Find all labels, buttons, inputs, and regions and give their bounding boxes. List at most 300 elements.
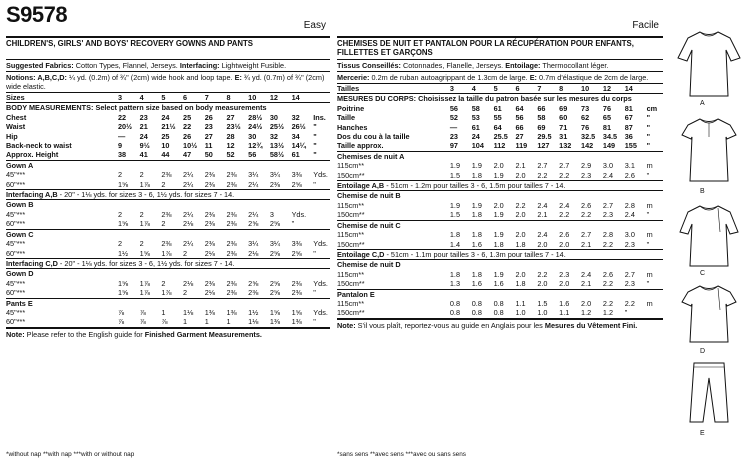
cell: 24 bbox=[139, 131, 148, 141]
french-footnote: *sans sens **avec sens ***avec ou sans sens bbox=[337, 451, 466, 458]
cell: 1.8 bbox=[515, 279, 526, 289]
cell: ⅞ bbox=[117, 317, 125, 327]
measurement-row bbox=[6, 150, 330, 160]
cell: 2⅛ bbox=[204, 288, 215, 298]
tissus-conseilles: Tissus Conseillés: Cotonnades, Flanelle, Jerseys. Entoilage: Thermocollant léger. bbox=[337, 61, 609, 70]
cell: 1.8 bbox=[471, 269, 482, 279]
cell: " bbox=[646, 141, 651, 151]
view-heading bbox=[337, 191, 663, 201]
cell: 1½ bbox=[117, 248, 129, 258]
cell: 2.0 bbox=[515, 170, 526, 180]
cell: 0.8 bbox=[493, 308, 504, 318]
cell: " bbox=[646, 239, 650, 249]
cell: 23 bbox=[449, 132, 458, 142]
cell: 24½ bbox=[248, 122, 263, 132]
cell: 1⅞ bbox=[161, 288, 172, 298]
interfacing-row bbox=[337, 249, 663, 259]
cell: 58 bbox=[471, 103, 480, 113]
cell: 1.5 bbox=[449, 170, 461, 180]
gown-a-icon bbox=[674, 28, 744, 100]
cell: 2 bbox=[161, 219, 166, 229]
cell: 142 bbox=[581, 141, 594, 151]
cell: " bbox=[313, 248, 316, 258]
cell: 2.2 bbox=[602, 279, 614, 289]
cell: 2⅝ bbox=[269, 248, 281, 258]
yardage-row bbox=[6, 317, 330, 326]
body-measurements-heading bbox=[337, 94, 663, 104]
cell: 2 bbox=[139, 209, 144, 219]
cell: 5 bbox=[161, 93, 183, 103]
cell: 2.4 bbox=[624, 210, 635, 220]
measurement-row bbox=[6, 113, 330, 122]
view-heading bbox=[6, 298, 330, 308]
cell: 2⅜ bbox=[248, 288, 259, 298]
cell: 2.6 bbox=[602, 269, 614, 279]
cell: 53 bbox=[471, 113, 480, 123]
label-d: D bbox=[700, 348, 706, 355]
cell: — bbox=[117, 131, 126, 141]
cell: 2.0 bbox=[515, 210, 526, 220]
cell: 11 bbox=[204, 141, 213, 151]
cell: 2⅝ bbox=[291, 179, 302, 189]
measurement-row bbox=[337, 132, 663, 141]
cell: 65 bbox=[602, 113, 612, 123]
width-label: 115cm** bbox=[337, 269, 365, 279]
cell: 1.8 bbox=[515, 239, 526, 249]
cell: 2⅝ bbox=[269, 288, 281, 298]
yardage-row bbox=[6, 288, 330, 298]
cell: 2 bbox=[117, 209, 122, 219]
cell: 3 bbox=[118, 93, 140, 103]
cell: Ins. bbox=[313, 112, 326, 122]
cell: 3⅜ bbox=[291, 239, 302, 249]
yardage-row bbox=[337, 308, 663, 317]
cell: 2⅝ bbox=[291, 248, 302, 258]
english-title: CHILDREN'S, GIRLS' AND BOYS' RECOVERY GOWNS AND PANTS bbox=[6, 39, 253, 48]
cell: 32 bbox=[269, 131, 278, 141]
french-header bbox=[337, 0, 663, 36]
cell: 2 bbox=[117, 239, 122, 249]
cell: 1⅛ bbox=[183, 307, 194, 317]
cell: 2⅜ bbox=[226, 170, 237, 180]
cell: 2.4 bbox=[537, 230, 548, 240]
width-label: 60"*** bbox=[6, 317, 26, 327]
cell: 2⅜ bbox=[226, 278, 237, 288]
cell: 2.3 bbox=[624, 239, 635, 249]
cell: 2.4 bbox=[581, 269, 592, 279]
cell: 1.3 bbox=[449, 279, 461, 289]
gown-b-icon bbox=[674, 115, 744, 185]
body-measurements-label: MESURES DU CORPS: Choisissez la taille du patron basée sur les mesures du corps bbox=[337, 94, 632, 104]
notions: Notions: A,B,C,D: ¼ yd. (0.2m) of ¾" (2cm) wide hook and loop tape. E: ¾ yd. (0.7m) of ¾" (2cm) wide elastic. bbox=[6, 73, 325, 91]
cell: 2.0 bbox=[515, 230, 526, 240]
cell: 1⅜ bbox=[269, 317, 281, 327]
yardage-row bbox=[337, 210, 663, 220]
sizes-row bbox=[337, 84, 663, 94]
cell: 2⅛ bbox=[204, 248, 215, 258]
row-label: Poitrine bbox=[337, 103, 365, 113]
cell: 2.0 bbox=[515, 269, 526, 279]
cell: 2.0 bbox=[559, 239, 570, 249]
cell: 69 bbox=[559, 103, 568, 113]
cell: 1.2 bbox=[581, 308, 592, 318]
cell: 1 bbox=[204, 317, 209, 327]
cell: 81 bbox=[624, 103, 633, 113]
cell: 14 bbox=[625, 84, 647, 94]
cell: 61 bbox=[291, 150, 300, 160]
cell: 32.5 bbox=[581, 132, 596, 142]
cell: " bbox=[313, 288, 316, 298]
cell: 1.9 bbox=[493, 230, 504, 240]
cell: 2⅛ bbox=[183, 278, 194, 288]
cell: 76 bbox=[602, 103, 612, 113]
cell: 3¼ bbox=[248, 170, 259, 180]
cell: 1.9 bbox=[493, 210, 504, 220]
cell: 3¼ bbox=[269, 239, 281, 249]
cell: ⅞ bbox=[139, 317, 146, 327]
cell: 66 bbox=[515, 122, 524, 132]
cell: 52 bbox=[449, 113, 458, 123]
cell: 1.6 bbox=[471, 239, 482, 249]
cell: 1.9 bbox=[471, 161, 482, 171]
yardage-row bbox=[337, 230, 663, 239]
width-label: 150cm** bbox=[337, 279, 365, 289]
cell: 10 bbox=[248, 93, 270, 103]
interfacing-row bbox=[6, 190, 330, 200]
cell bbox=[313, 93, 330, 103]
cell bbox=[647, 84, 663, 94]
view-label: Gown B bbox=[6, 200, 330, 210]
row-label: Taille bbox=[337, 113, 356, 123]
cell: 14 bbox=[292, 93, 314, 103]
cell: m bbox=[646, 269, 653, 279]
cell: Yds. bbox=[313, 239, 328, 249]
yardage-row bbox=[6, 219, 330, 229]
cell: 4 bbox=[140, 93, 162, 103]
measurement-row bbox=[337, 141, 663, 151]
cell: 2 bbox=[183, 288, 188, 298]
cell: " bbox=[313, 141, 317, 151]
cell: 2⅜ bbox=[226, 239, 237, 249]
cell: 3¼ bbox=[248, 239, 259, 249]
view-label: Gown D bbox=[6, 269, 330, 279]
cell: 2.2 bbox=[624, 298, 635, 308]
cell: 1.5 bbox=[537, 298, 548, 308]
cell: 64 bbox=[493, 122, 502, 132]
row-label: Taille approx. bbox=[337, 141, 384, 151]
cell: 28½ bbox=[248, 112, 263, 122]
cell: 24 bbox=[161, 112, 170, 122]
view-heading bbox=[337, 260, 663, 270]
cell: 76 bbox=[581, 122, 590, 132]
view-label: Gown A bbox=[6, 160, 330, 170]
cell: 56 bbox=[248, 150, 257, 160]
cell: 1⅜ bbox=[204, 307, 215, 317]
cell: 2.0 bbox=[537, 279, 548, 289]
cell: 25 bbox=[161, 131, 170, 141]
cell: 1⅞ bbox=[139, 288, 150, 298]
cell: 2.1 bbox=[537, 210, 548, 220]
cell: 8 bbox=[559, 84, 581, 94]
cell: 73 bbox=[581, 103, 590, 113]
cell: 6 bbox=[183, 93, 205, 103]
cell: 2⅜ bbox=[226, 288, 237, 298]
row-label: Back-neck to waist bbox=[6, 141, 72, 151]
cell: 2.2 bbox=[515, 200, 526, 210]
french-note: Note: S'il vous plaît, reportez-vous au guide en Anglais pour les Mesures du Vêtement Fini. bbox=[337, 318, 663, 330]
view-heading bbox=[6, 200, 330, 210]
cell: 3.0 bbox=[624, 230, 635, 240]
cell: 2⅜ bbox=[161, 209, 172, 219]
row-label: Hip bbox=[6, 131, 18, 141]
cell: 25.5 bbox=[493, 132, 508, 142]
cell: 3.1 bbox=[624, 161, 635, 171]
cell: 1.8 bbox=[493, 239, 504, 249]
cell: 2¼ bbox=[183, 239, 194, 249]
cell: 1.9 bbox=[493, 170, 504, 180]
cell: " bbox=[646, 210, 650, 220]
cell: " bbox=[313, 150, 317, 160]
interfacing-row bbox=[6, 258, 330, 268]
cell: 1.9 bbox=[493, 269, 504, 279]
interfacing-text: Entoilage C,D - 51cm - 1.1m pour tailles 3 - 6, 1.3m pour tailles 7 - 14. bbox=[337, 249, 663, 259]
english-note: Note: Please refer to the English guide for Finished Garment Measurements. bbox=[6, 327, 330, 339]
cell: 3 bbox=[269, 209, 274, 219]
cell: 1⅝ bbox=[269, 307, 281, 317]
cell: 1.8 bbox=[471, 230, 482, 240]
cell: " bbox=[291, 219, 295, 229]
yardage-row bbox=[337, 201, 663, 210]
cell: 3 bbox=[450, 84, 472, 94]
cell: 2⅛ bbox=[183, 219, 194, 229]
cell: 22 bbox=[183, 122, 192, 132]
cell: 23 bbox=[139, 112, 148, 122]
interfacing-text: Interfacing C,D - 20" - 1⅛ yds. for sizes 3 - 6, 1½ yds. for sizes 7 - 14. bbox=[6, 258, 330, 268]
cell: 2⅝ bbox=[269, 278, 281, 288]
cell: 9½ bbox=[139, 141, 150, 151]
cell: m bbox=[646, 298, 653, 308]
cell: — bbox=[449, 122, 458, 132]
cell: 6 bbox=[515, 84, 537, 94]
cell: 2.4 bbox=[602, 170, 614, 180]
cell: 2.6 bbox=[559, 230, 570, 240]
view-heading bbox=[6, 229, 330, 239]
cell: 2.7 bbox=[602, 200, 614, 210]
cell: 2⅜ bbox=[226, 209, 237, 219]
cell: 2⅜ bbox=[204, 278, 215, 288]
measurement-row bbox=[337, 104, 663, 113]
cell: 2⅜ bbox=[204, 239, 215, 249]
cell: 14¼ bbox=[291, 141, 306, 151]
cell: " bbox=[646, 170, 650, 180]
french-title: CHEMISES DE NUIT ET PANTALON POUR LA RÉCUPÉRATION POUR ENFANTS, FILLETTES ET GARÇONS bbox=[337, 39, 634, 57]
cell: 1⅞ bbox=[139, 219, 150, 229]
cell: 38 bbox=[117, 150, 127, 160]
cell: 61 bbox=[493, 103, 502, 113]
english-footnote: *without nap **with nap ***with or without nap bbox=[6, 451, 135, 458]
cell: 2.3 bbox=[559, 269, 570, 279]
cell: 2 bbox=[161, 179, 166, 189]
cell: 149 bbox=[602, 141, 616, 151]
cell: 119 bbox=[515, 141, 528, 151]
cell: 2.4 bbox=[537, 200, 548, 210]
width-label: 60"*** bbox=[6, 248, 26, 258]
row-label: Hanches bbox=[337, 122, 368, 132]
width-label: 150cm** bbox=[337, 210, 365, 220]
yardage-row bbox=[337, 240, 663, 250]
cell: 1.0 bbox=[515, 308, 526, 318]
cell: 2⅝ bbox=[248, 278, 259, 288]
cell: 104 bbox=[471, 141, 484, 151]
cell: 29.5 bbox=[537, 132, 552, 142]
cell: 3⅜ bbox=[291, 170, 302, 180]
cell: 30 bbox=[248, 131, 257, 141]
cell: 1.9 bbox=[449, 200, 461, 210]
cell: 22 bbox=[117, 112, 127, 122]
gown-c-icon bbox=[674, 202, 744, 270]
cell: 2.6 bbox=[581, 200, 592, 210]
cell: 1.0 bbox=[537, 308, 548, 318]
width-label: 115cm** bbox=[337, 230, 365, 240]
cell: 23½ bbox=[226, 122, 241, 132]
cell: 69 bbox=[537, 122, 546, 132]
yardage-row bbox=[6, 210, 330, 219]
cell: 2¼ bbox=[248, 179, 259, 189]
cell: 26 bbox=[183, 131, 192, 141]
cell: 1⅞ bbox=[161, 248, 172, 258]
cell: ⅞ bbox=[117, 307, 125, 317]
cell: 0.8 bbox=[471, 298, 482, 308]
row-label: Dos du cou à la taille bbox=[337, 132, 410, 142]
cell: 2⅜ bbox=[161, 239, 172, 249]
cell: 2.1 bbox=[581, 239, 592, 249]
cell: 64 bbox=[515, 103, 524, 113]
yardage-row bbox=[6, 180, 330, 190]
cell: 2.7 bbox=[581, 230, 592, 240]
cell: 27 bbox=[515, 132, 524, 142]
cell: 71 bbox=[559, 122, 568, 132]
yardage-row bbox=[337, 270, 663, 279]
cell: 1.5 bbox=[449, 210, 461, 220]
garment-illustrations bbox=[668, 0, 752, 463]
yardage-row bbox=[337, 279, 663, 289]
cell: 2 bbox=[161, 278, 166, 288]
cell: 10 bbox=[161, 141, 170, 151]
cell: 2.2 bbox=[581, 210, 592, 220]
english-column bbox=[6, 0, 330, 339]
cell: 2⅜ bbox=[204, 219, 215, 229]
measurement-row bbox=[6, 122, 330, 131]
width-label: 45"*** bbox=[6, 307, 26, 317]
view-label: Chemise de nuit D bbox=[337, 260, 663, 270]
row-label: Chest bbox=[6, 112, 27, 122]
view-heading bbox=[337, 151, 663, 161]
cell: " bbox=[646, 122, 651, 132]
cell: 2.0 bbox=[559, 279, 570, 289]
cell: 1⅝ bbox=[117, 219, 129, 229]
row-label: Waist bbox=[6, 122, 26, 132]
cell: 2.9 bbox=[581, 161, 592, 171]
view-heading bbox=[337, 220, 663, 230]
cell: 10½ bbox=[183, 141, 198, 151]
view-label: Pantalon E bbox=[337, 289, 663, 299]
cell: 44 bbox=[161, 150, 170, 160]
cell: ⅞ bbox=[161, 317, 168, 327]
cell: 60 bbox=[559, 113, 568, 123]
yardage-row bbox=[6, 170, 330, 179]
cell: 2 bbox=[183, 248, 188, 258]
view-heading bbox=[337, 289, 663, 299]
cell: 1.8 bbox=[449, 269, 461, 279]
cell: 1 bbox=[183, 317, 188, 327]
cell: 2⅜ bbox=[291, 278, 302, 288]
width-label: 150cm** bbox=[337, 239, 365, 249]
cell: 127 bbox=[537, 141, 550, 151]
measurement-row bbox=[6, 132, 330, 141]
cell: 8 bbox=[226, 93, 248, 103]
yardage-row bbox=[337, 161, 663, 170]
cell: 2⅜ bbox=[269, 179, 281, 189]
cell: 3.0 bbox=[602, 161, 614, 171]
cell: 12 bbox=[270, 93, 292, 103]
yardage-row bbox=[6, 279, 330, 288]
cell: 155 bbox=[624, 141, 637, 151]
cell: 1⅜ bbox=[226, 307, 237, 317]
cell: 2.8 bbox=[602, 230, 614, 240]
width-label: 45"*** bbox=[6, 239, 26, 249]
cell: 1.9 bbox=[471, 200, 482, 210]
cell: 66 bbox=[537, 103, 546, 113]
cell: 2⅝ bbox=[269, 219, 281, 229]
view-label: Chemise de nuit B bbox=[337, 191, 663, 201]
cell: 2¼ bbox=[248, 209, 259, 219]
cell: 24 bbox=[471, 132, 480, 142]
cell: 2.4 bbox=[559, 200, 570, 210]
cell: 3¼ bbox=[269, 170, 281, 180]
cell: 1.8 bbox=[449, 230, 461, 240]
cell: 2.7 bbox=[624, 269, 635, 279]
cell: 2.2 bbox=[537, 170, 548, 180]
sizes-row bbox=[6, 93, 330, 103]
width-label: 45"*** bbox=[6, 170, 26, 180]
cell: 2.2 bbox=[559, 210, 570, 220]
label-b: B bbox=[700, 188, 705, 195]
cell: 58½ bbox=[269, 150, 285, 160]
cell: Yds. bbox=[313, 278, 328, 288]
cell: 7 bbox=[205, 93, 227, 103]
yardage-row bbox=[337, 299, 663, 308]
cell bbox=[647, 308, 663, 317]
cell: 2 bbox=[139, 170, 144, 180]
cell: 0.8 bbox=[471, 308, 482, 318]
cell: 1 bbox=[226, 317, 231, 327]
pattern-number: S9578 bbox=[6, 2, 68, 27]
width-label: 150cm** bbox=[337, 170, 365, 180]
cell: " bbox=[624, 308, 628, 318]
measurement-row bbox=[6, 141, 330, 150]
cell: 0.8 bbox=[449, 298, 461, 308]
yardage-row bbox=[6, 249, 330, 259]
cell: 2⅜ bbox=[291, 288, 302, 298]
cell: 1.6 bbox=[471, 279, 482, 289]
width-label: 45"*** bbox=[6, 278, 26, 288]
width-label: 150cm** bbox=[337, 308, 365, 318]
sizes-label: Tailles bbox=[337, 84, 450, 94]
row-label: Approx. Height bbox=[6, 150, 59, 160]
cell: 31 bbox=[559, 132, 568, 142]
cell: 0.8 bbox=[449, 308, 461, 318]
cell: 1.1 bbox=[515, 298, 526, 308]
